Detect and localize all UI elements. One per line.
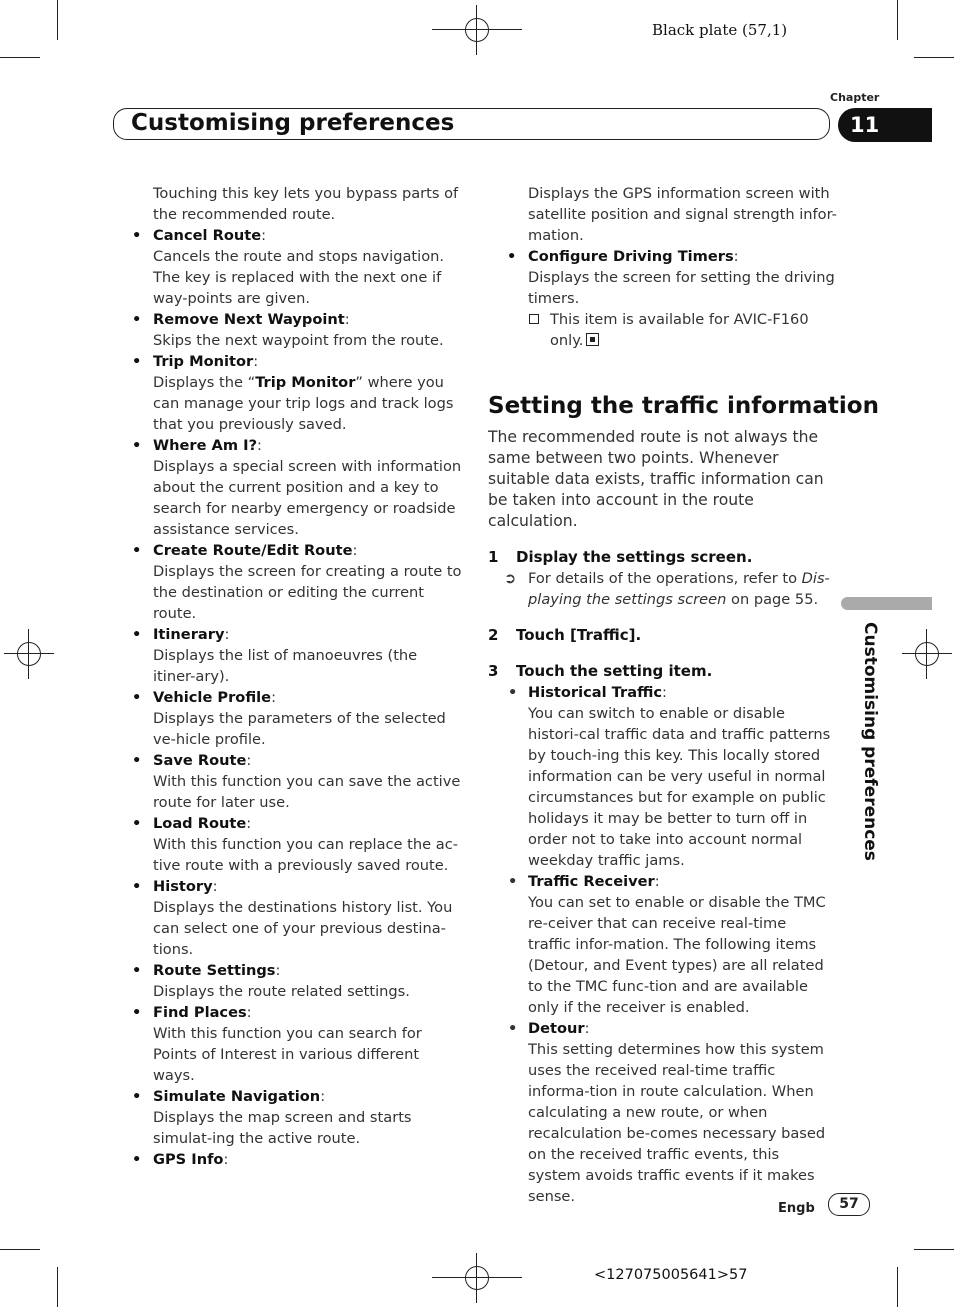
right-column-body: [488, 427, 833, 1207]
list-item: • Configure Driving Timers: Displays the screen for setting the driving timers.: [507, 248, 835, 307]
list-item: • Detour: This setting determines how this system uses the received real-time traffic informa-tion in route calculation. When calculating a new route, or when recalculation be-comes necessary based on the received traffic events, this system avoids traffic events if it makes sense.: [508, 1020, 826, 1205]
list-item: • GPS Info:: [132, 1151, 229, 1168]
chapter-number: 11: [838, 108, 932, 142]
step-2: 2 Touch [Traffic].: [488, 626, 642, 644]
list-item: • Itinerary: Displays the list of manoeuvres (the itiner-ary).: [132, 626, 418, 685]
end-mark-icon: [586, 333, 599, 346]
page-title: Customising preferences: [131, 110, 455, 136]
list-item: • Historical Traffic: You can switch to enable or disable histori-cal traffic data and traffic patterns by touch-ing this key. This locally stored information can be very useful in normal circumstances but for example on public holidays it may be better to turn off in order not to take into account normal weekday traffic jams.: [508, 684, 831, 869]
side-tab-bar: [841, 597, 932, 610]
list-item: • Traffic Receiver: You can set to enable or disable the TMC re-ceiver that can receive real-time traffic infor-mation. The following items (Detour, and Event types) are all related to the TMC func-tion and are available only if the receiver is enabled.: [508, 873, 826, 1016]
list-item: • History: Displays the destinations history list. You can select one of your previous destina-tions.: [132, 878, 453, 958]
section-heading: Setting the traffic information: [488, 393, 879, 419]
list-item: • Create Route/Edit Route: Displays the screen for creating a route to the destination or editing the current route.: [132, 542, 462, 622]
crop-mark: [0, 1249, 40, 1250]
list-item: • Save Route: With this function you can save the active route for later use.: [132, 752, 461, 811]
crop-mark: [57, 1267, 58, 1307]
availability-note: This item is available for AVIC-F160 only.: [507, 309, 837, 351]
intro-text: Touching this key lets you bypass parts of the recommended route.: [153, 185, 459, 223]
registration-mark-right: [902, 629, 952, 679]
gps-info-desc: Displays the GPS information screen with satellite position and signal strength infor-mation.: [528, 185, 837, 244]
section-intro: The recommended route is not always the same between two points. Whenever suitable data exists, traffic information can be taken into account in the route calculation.: [488, 428, 824, 530]
crop-mark: [0, 57, 40, 58]
registration-mark-top: [432, 5, 522, 55]
list-item: • Where Am I?: Displays a special screen with information about the current position and a key to search for nearby emergency or roadside assistance services.: [132, 437, 462, 538]
registration-mark-left: [4, 629, 54, 679]
right-column-top: [507, 183, 837, 351]
list-item: • Load Route: With this function you can replace the ac-tive route with a previously saved route.: [132, 815, 458, 874]
crop-mark: [57, 0, 58, 40]
list-item: • Vehicle Profile: Displays the parameters of the selected ve-hicle profile.: [132, 689, 446, 748]
arrow-icon: ➲: [504, 570, 517, 587]
page-number: 57: [828, 1193, 870, 1216]
list-item: • Cancel Route: Cancels the route and stops navigation. The key is replaced with the next one if way-points are given.: [132, 227, 445, 307]
language-code: Engb: [778, 1201, 815, 1216]
document-code: <127075005641>57: [594, 1267, 748, 1283]
list-item: • Find Places: With this function you can search for Points of Interest in various different ways.: [132, 1004, 422, 1084]
list-item: • Route Settings: Displays the route related settings.: [132, 962, 410, 1000]
list-item: • Remove Next Waypoint: Skips the next waypoint from the route.: [132, 311, 444, 349]
side-tab-label: Customising preferences: [860, 622, 880, 861]
crop-mark: [914, 1249, 954, 1250]
left-column: [132, 183, 462, 1170]
registration-mark-bottom: [432, 1253, 522, 1303]
list-item: • Simulate Navigation: Displays the map screen and starts simulat-ing the active route.: [132, 1088, 412, 1147]
crop-mark: [914, 57, 954, 58]
reference-note: ➲ For details of the operations, refer to Dis-playing the settings screen on page 55.: [504, 570, 830, 608]
step-3: 3 Touch the setting item.: [488, 662, 713, 680]
chapter-label: Chapter: [830, 91, 880, 104]
crop-mark: [897, 1267, 898, 1307]
list-item: • Trip Monitor: Displays the “Trip Monitor” where you can manage your trip logs and track logs that you previously saved.: [132, 353, 454, 433]
crop-mark: [897, 0, 898, 40]
note-checkbox-icon: [529, 314, 539, 324]
step-1: 1 Display the settings screen.: [488, 548, 753, 566]
plate-label: Black plate (57,1): [652, 21, 788, 39]
